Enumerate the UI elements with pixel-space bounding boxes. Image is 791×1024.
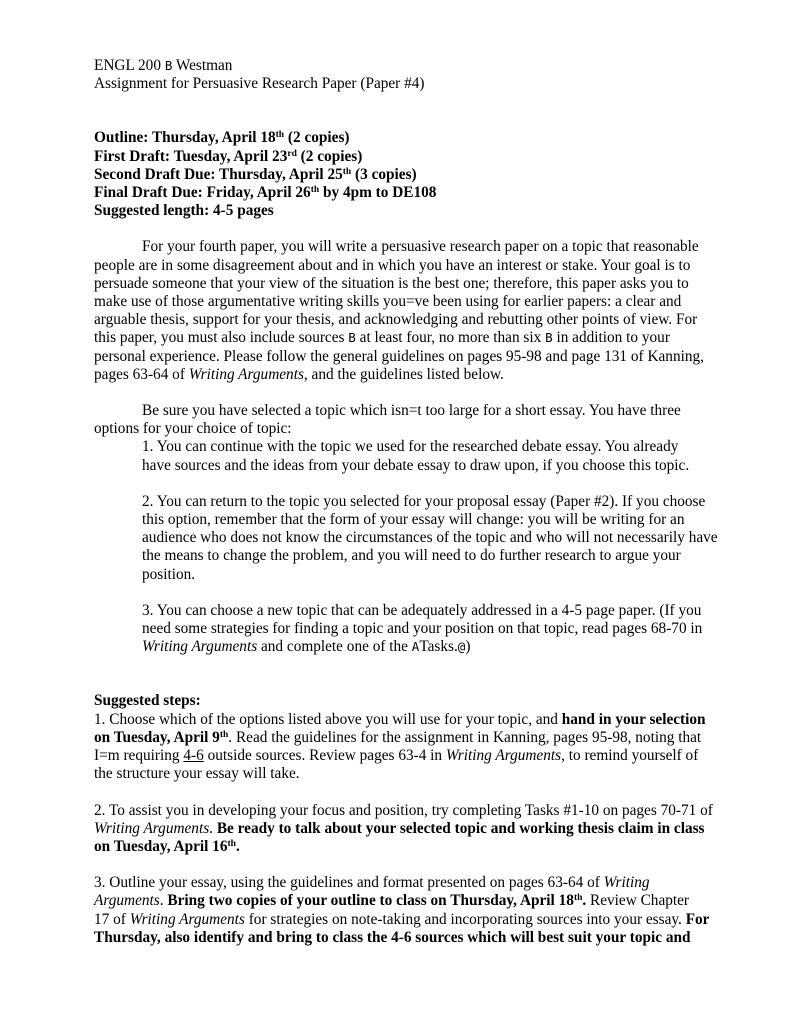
second-draft-date: Second Draft Due: Thursday, April 25th (3 copies): [94, 165, 417, 183]
step-2: 2. To assist you in developing your focus and position, try completing Tasks #1-10 on pages 70-71 of Writing Arguments. Be ready to talk about your selected topic and working thesis claim in class on Tuesday, April 16th.: [94, 801, 713, 855]
suggested-length: Suggested length: 4-5 pages: [94, 202, 274, 220]
instructor-name: Westman: [175, 57, 233, 74]
steps-heading: Suggested steps:: [94, 692, 201, 710]
option-1: 1. You can continue with the topic we used for the researched debate essay. You already have sources and the ideas from your debate essay to draw upon, if you choose this topic.: [142, 438, 690, 474]
course-line: [94, 57, 734, 75]
step-3: 3. Outline your essay, using the guidelines and format presented on pages 63-64 of Writing Arguments. Bring two copies of your outline to class on Thursday, April 18th. Review Chapter 17 of Writing Arguments for strategies on note-taking and incorporating sources into your essay. For Thursday, also identify and bring to class the 4-6 sources which will best suit your topic and: [94, 874, 710, 946]
intro-paragraph: For your fourth paper, you will write a persuasive research paper on a topic that reasonable people are in some disagreement about and in which you have an interest or stake. Your goal is to persuade someone that your view of the situation is the best one; therefore, this paper asks you to make use of those argumentative writing skills you=ve been using for earlier papers: a clear and arguable thesis, support for your thesis, and acknowledging and rebutting other points of view. For this paper, you must also include sources B at least four, no more than six B in addition to your personal experience. Please follow the general guidelines on pages 95-98 and page 131 of Kanning, pages 63-64 of Writing Arguments, and the guidelines listed below.: [94, 238, 704, 383]
course-code: ENGL 200: [94, 57, 161, 74]
topic-paragraph: Be sure you have selected a topic which isn=t too large for a short essay. You have three options for your choice of topic: 1. You can continue with the topic we used for the researched debate essay. You already have sources and the ideas from your debate essay to draw upon, if you choose this topic. 2. You can return to the topic you selected for your proposal essay (Paper #2). If you choose this option, remember that the form of your essay will change: you will be writing for an audience who does not know the circumstances of the topic and who will not necessarily have the means to change the problem, and you will need to do further research to argue your position. 3. You can choose a new topic that can be adequately addressed in a 4-5 page paper. (If you need some strategies for finding a topic and your position on that topic, read pages 68-70 in Writing Arguments and complete one of the ATasks.@): [94, 402, 734, 656]
suggested-steps: [94, 692, 734, 946]
due-dates: [94, 129, 734, 220]
dash-glyph: B: [164, 58, 173, 73]
final-draft-date: Final Draft Due: Friday, April 26th by 4pm to DE108: [94, 184, 437, 202]
assignment-title: Assignment for Persuasive Research Paper (Paper #4): [94, 75, 425, 93]
option-3: 3. You can choose a new topic that can be adequately addressed in a 4-5 page paper. (If you need some strategies for finding a topic and your position on that topic, read pages 68-70 in Writing Arguments and complete one of the ATasks.@): [142, 601, 703, 656]
outline-date: Outline: Thursday, April 18th (2 copies): [94, 129, 350, 147]
document-page: [94, 57, 734, 947]
first-draft-date: First Draft: Tuesday, April 23rd (2 copies): [94, 147, 363, 165]
option-2: 2. You can return to the topic you selected for your proposal essay (Paper #2). If you choose this option, remember that the form of your essay will change: you will be writing for an audience who does not know the circumstances of the topic and who will not necessarily have the means to change the problem, and you will need to do further research to argue your position.: [142, 492, 718, 583]
step-1: 1. Choose which of the options listed above you will use for your topic, and hand in your selection on Tuesday, April 9th. Read the guidelines for the assignment in Kanning, pages 95-98, noting that I=m requiring 4-6 outside sources. Review pages 63-4 in Writing Arguments, to remind yourself of the structure your essay will take.: [94, 710, 706, 783]
